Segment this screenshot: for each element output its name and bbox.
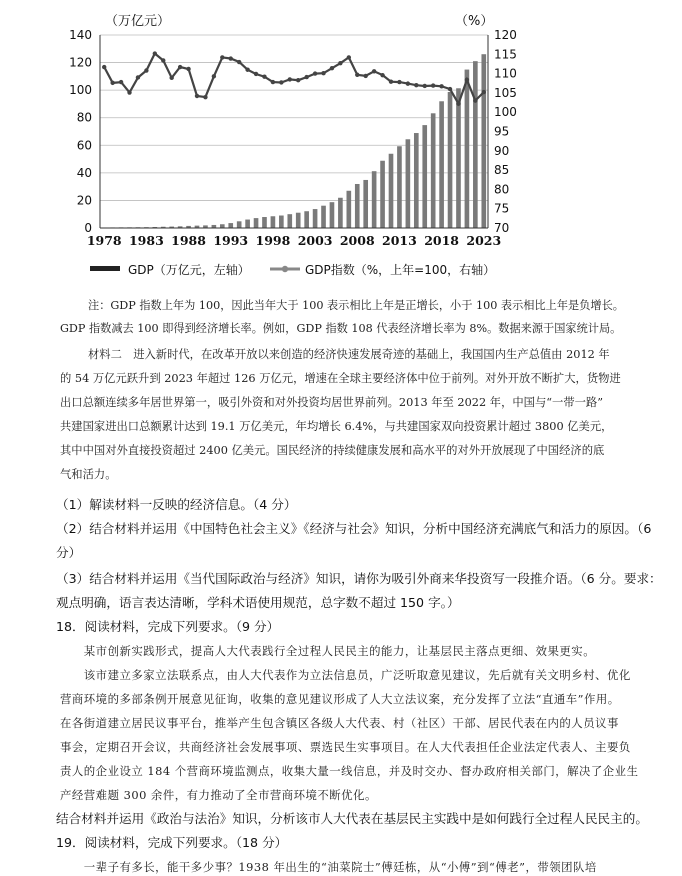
x-tick-label: 2008 [339,233,375,248]
gdp-index-point [144,68,148,72]
gdp-index-point [296,78,300,82]
right-axis-unit: （%） [455,14,494,29]
gdp-bar [422,125,427,228]
gdp-index-point [288,77,292,81]
material2-line-4: 共建国家进出口总额累计达到 19.1 万亿美元，年均增长 6.4%，与共建国家双向投资累计超过 3800 亿美元， [60,420,613,433]
gdp-bar [245,220,250,228]
legend-index-marker [282,266,288,272]
gdp-index-point [338,61,342,65]
left-tick-label: 140 [69,28,92,42]
right-tick-label: 80 [494,182,510,197]
gdp-index-point [102,65,106,69]
gdp-bar [321,206,326,228]
material2-line-6: 气和活力。 [60,468,117,481]
left-tick-label: 40 [76,165,92,180]
question-18-requirement: 结合材料并运用《政治与法治》知识，分析该市人大代表在基层民主实践中是如何践行全过程人民民主的。 [56,811,648,826]
gdp-bar [254,218,259,228]
gdp-bar [287,214,292,228]
q19-line-1: 一辈子有多长，能干多少事？1938 年出生的“油菜院士”傅廷栋，从“小傅”到“傅老”，带领团队培 [60,860,597,874]
gdp-bar [271,216,276,228]
right-tick-label: 120 [494,28,517,42]
gdp-bar [439,101,444,228]
gdp-index-point [372,69,376,73]
q18-para-line-3: 营商环境的多部条例开展意见征询，收集的意见建议形成了人大立法议案，充分发挥了立法“直通车”作用。 [60,692,620,706]
gdp-index-point [482,90,486,94]
left-tick-label: 60 [76,138,92,153]
gdp-bar [330,202,335,228]
gdp-bar [389,154,394,228]
gdp-index-point [136,75,140,79]
q18-para-line-2: 该市建立多家立法联系点，由人大代表作为立法信息员，广泛听取意见建议，先后就有关文明乡村、优化 [60,668,631,682]
question-1: （1）解读材料一反映的经济信息。（4 分） [56,497,297,512]
gdp-index-point [245,68,249,72]
gdp-bar [228,223,233,228]
gdp-index-point [313,71,317,75]
gdp-index-point [127,90,131,94]
q18-para-line-7: 产经营难题 300 余件，有力推动了全市营商环境不断优化。 [60,788,377,802]
legend-gdp-label: GDP（万亿元，左轴） [128,263,250,277]
question-2-line-1: （2）结合材料并运用《中国特色社会主义》《经济与社会》知识，分析中国经济充满底气和活力的原因。（6 [56,521,652,536]
x-tick-label: 2003 [297,233,333,248]
gdp-index-point [423,84,427,88]
gdp-bar [448,92,453,228]
gdp-bar [465,70,470,228]
x-tick-label: 1983 [128,233,164,248]
legend-index-label: GDP指数（%，上年=100，右轴） [305,263,496,277]
gdp-index-point [397,80,401,84]
gdp-index-point [279,80,283,84]
gdp-index-point [186,67,190,71]
gdp-index-point [406,81,410,85]
gdp-index-point [465,78,469,82]
gdp-index-point [237,60,241,64]
material2-line-1: 材料二 进入新时代，在改革开放以来创造的经济快速发展奇迹的基础上，我国国内生产总值由 2012 年 [88,348,610,361]
gdp-bar [313,209,318,228]
right-tick-label: 90 [494,143,510,158]
gdp-index-line [102,51,486,106]
gdp-index-point [439,84,443,88]
q18-para-line-6: 责人的企业设立 184 个营商环境监测点，收集大量一线信息，并及时交办、督办政府相关部门，解决了企业生 [60,764,639,778]
x-tick-label: 1998 [255,233,291,248]
x-tick-label: 2018 [424,233,460,248]
gdp-index-point [161,58,165,62]
right-tick-label: 100 [494,105,517,120]
gdp-index-point [304,75,308,79]
left-tick-label: 100 [69,83,92,98]
material2-line-5: 其中中国对外直接投资超过 2400 亿美元。国民经济的持续健康发展和高水平的对外开放展现了中国经济的底 [60,444,605,457]
gdp-index-point [355,73,359,77]
gdp-bar [355,184,360,228]
left-tick-label: 20 [76,193,92,208]
gdp-index-point [254,72,258,76]
right-tick-label: 85 [494,163,510,178]
gdp-chart [0,0,682,290]
gdp-bar [406,139,411,228]
gdp-index-point [321,71,325,75]
gdp-index-point [380,73,384,77]
gdp-bar [304,211,309,228]
gdp-index-point [431,83,435,87]
gdp-index-point [271,80,275,84]
legend [90,262,495,277]
gdp-bar [237,221,242,228]
gdp-index-point [473,98,477,102]
right-tick-label: 115 [494,47,517,62]
chart-grid [100,35,488,228]
question-3-line-1: （3）结合材料并运用《当代国际政治与经济》知识，请你为吸引外商来华投资写一段推介语。（6 分。要求： [56,571,662,586]
right-tick-label: 110 [494,66,517,81]
right-tick-label: 75 [494,201,510,216]
gdp-bar [296,213,301,228]
right-tick-label: 105 [494,85,517,100]
q18-para-line-1: 某市创新实践形式，提高人大代表践行全过程人民民主的能力，让基层民主落点更细、效果更实。 [60,644,596,658]
gdp-index-point [389,80,393,84]
gdp-index-point [363,74,367,78]
gdp-index-point [456,102,460,106]
left-axis-unit: （万亿元） [105,14,171,29]
gdp-index-point [212,74,216,78]
gdp-bar [347,191,352,228]
material2-line-3: 出口总额连续多年居世界第一，吸引外资和对外投资均居世界前列。2013 年至 2022 年，中国与“一带一路” [60,396,603,409]
gdp-bar [456,88,461,228]
x-tick-label: 2023 [466,233,502,248]
note-line-2: GDP 指数减去 100 即得到经济增长率。例如，GDP 指数 108 代表经济增长率为 8%。数据来源于国家统计局。 [60,322,622,335]
gdp-index-point [203,95,207,99]
gdp-index-point [195,94,199,98]
gdp-index-point [229,56,233,60]
gdp-index-point [110,81,114,85]
gdp-index-point [347,55,351,59]
q18-para-line-5: 事会，定期召开会议，共商经济社会发展事项、票选民生实事项目。在人大代表担任企业法定代表人、主要负 [60,740,631,754]
gdp-index-point [448,87,452,91]
gdp-bar [473,61,478,228]
gdp-bar [372,171,377,228]
gdp-bar [481,54,486,228]
gdp-bar [338,198,343,228]
gdp-bar [262,217,267,228]
material2-line-2: 的 54 万亿元跃升到 2023 年超过 126 万亿元，增速在全球主要经济体中位于前列。对外开放不断扩大，货物进 [60,372,621,385]
note-line-1: 注：GDP 指数上年为 100，因此当年大于 100 表示相比上年是正增长，小于 100 表示相比上年是负增长。 [88,299,624,312]
gdp-index-point [330,66,334,70]
question-19-title: 19．阅读材料，完成下列要求。（18 分） [56,835,288,850]
gdp-bar [279,216,284,228]
x-tick-label: 1978 [86,233,122,248]
gdp-index-point [178,65,182,69]
gdp-index-point [220,55,224,59]
gdp-bar [363,180,368,228]
question-3-line-2: 观点明确，语言表达清晰，学科术语使用规范，总字数不超过 150 字。） [56,595,460,610]
x-tick-label: 1993 [213,233,249,248]
gdp-index-point [169,76,173,80]
gdp-index-point [262,74,266,78]
legend-gdp-swatch [90,266,120,271]
left-tick-label: 80 [76,110,92,125]
gdp-bar [380,161,385,228]
right-tick-label: 95 [494,124,510,139]
left-tick-label: 120 [69,55,92,70]
gdp-index-point [414,83,418,87]
left-tick-label: 0 [84,221,92,235]
right-tick-label: 70 [494,221,510,235]
gdp-bar [397,146,402,228]
x-tick-label: 1988 [171,233,206,248]
gdp-bar [431,113,436,228]
q18-para-line-4: 在各街道建立居民议事平台，推举产生包含镇区各级人大代表、村（社区）干部、居民代表在内的人员议事 [60,716,619,730]
question-2-line-2: 分） [56,545,82,560]
question-18-title: 18．阅读材料，完成下列要求。（9 分） [56,619,280,634]
x-tick-label: 2013 [382,233,417,248]
gdp-index-point [153,51,157,55]
gdp-bar [414,133,419,228]
gdp-index-point [119,80,123,84]
gdp-bar [220,224,225,228]
